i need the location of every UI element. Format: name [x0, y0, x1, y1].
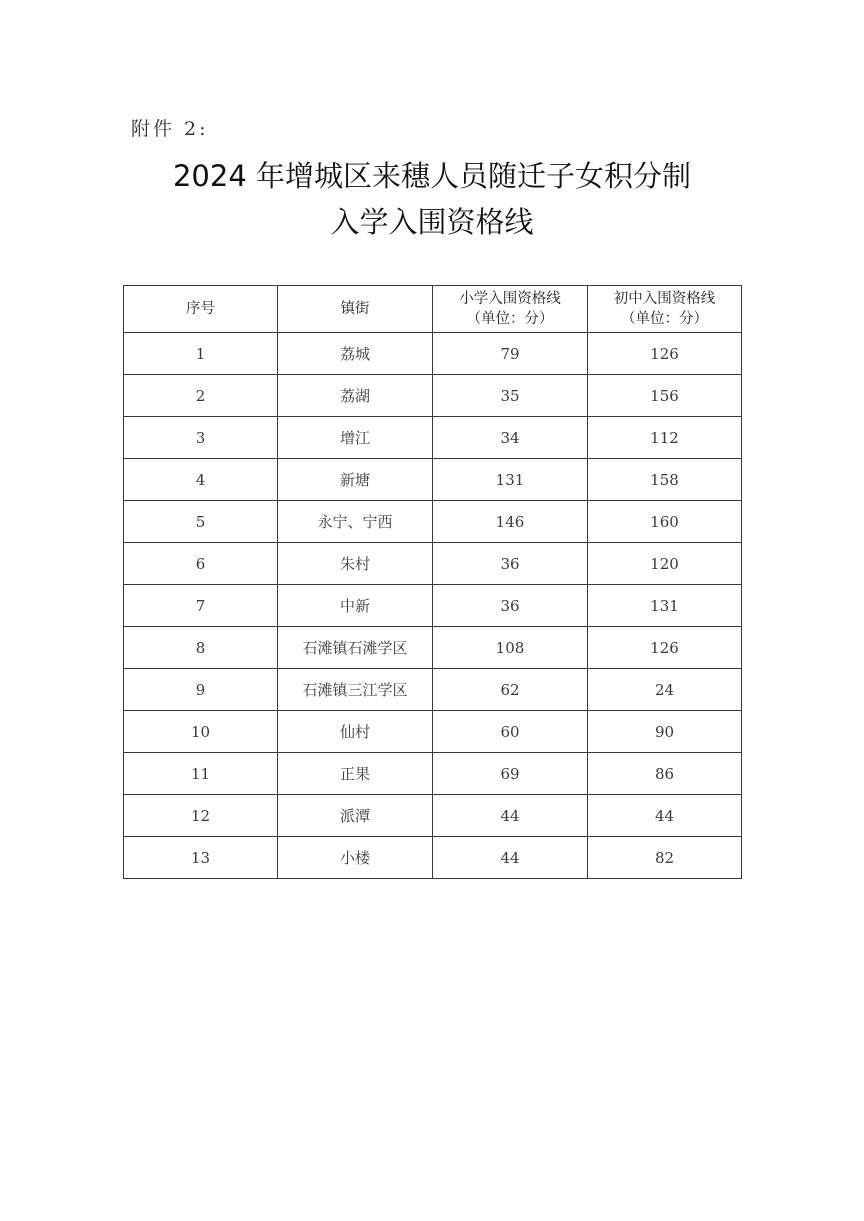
cell-town: 派潭	[278, 795, 433, 837]
cell-primary: 60	[433, 711, 588, 753]
attachment-label: 附件 2:	[131, 118, 209, 140]
header-junior-line	[588, 286, 742, 333]
cell-primary: 108	[433, 627, 588, 669]
header-town: 镇街	[278, 286, 433, 333]
cell-seq: 10	[124, 711, 278, 753]
table-row	[124, 459, 742, 501]
cell-junior: 86	[588, 753, 742, 795]
header-junior-unit: （单位：分）	[621, 311, 708, 327]
table-row	[124, 585, 742, 627]
table-row	[124, 795, 742, 837]
header-primary-line	[433, 286, 588, 333]
table-header-row	[124, 286, 742, 333]
table-row	[124, 501, 742, 543]
table-row	[124, 669, 742, 711]
cell-junior: 160	[588, 501, 742, 543]
admission-score-table	[123, 285, 742, 879]
cell-seq: 3	[124, 417, 278, 459]
cell-town: 中新	[278, 585, 433, 627]
cell-junior: 24	[588, 669, 742, 711]
header-primary-title: 小学入围资格线	[459, 291, 561, 307]
header-seq: 序号	[124, 286, 278, 333]
cell-town: 荔城	[278, 333, 433, 375]
cell-junior: 126	[588, 627, 742, 669]
table-row	[124, 543, 742, 585]
table-row	[124, 753, 742, 795]
cell-town: 小楼	[278, 837, 433, 879]
cell-town: 正果	[278, 753, 433, 795]
cell-primary: 34	[433, 417, 588, 459]
cell-primary: 36	[433, 543, 588, 585]
cell-seq: 8	[124, 627, 278, 669]
cell-seq: 11	[124, 753, 278, 795]
cell-seq: 12	[124, 795, 278, 837]
cell-primary: 35	[433, 375, 588, 417]
cell-town: 朱村	[278, 543, 433, 585]
cell-seq: 7	[124, 585, 278, 627]
cell-junior: 126	[588, 333, 742, 375]
table-row	[124, 417, 742, 459]
cell-primary: 44	[433, 837, 588, 879]
cell-seq: 13	[124, 837, 278, 879]
document-title-line-2: 入学入围资格线	[330, 205, 534, 239]
cell-junior: 120	[588, 543, 742, 585]
table-row	[124, 375, 742, 417]
cell-town: 石滩镇石滩学区	[278, 627, 433, 669]
cell-seq: 1	[124, 333, 278, 375]
cell-junior: 44	[588, 795, 742, 837]
cell-town: 增江	[278, 417, 433, 459]
cell-junior: 82	[588, 837, 742, 879]
cell-seq: 6	[124, 543, 278, 585]
table-row	[124, 837, 742, 879]
cell-seq: 5	[124, 501, 278, 543]
cell-junior: 112	[588, 417, 742, 459]
cell-primary: 146	[433, 501, 588, 543]
cell-seq: 2	[124, 375, 278, 417]
cell-town: 荔湖	[278, 375, 433, 417]
cell-town: 仙村	[278, 711, 433, 753]
cell-primary: 131	[433, 459, 588, 501]
header-primary-unit: （单位：分）	[466, 311, 554, 327]
cell-junior: 90	[588, 711, 742, 753]
cell-seq: 9	[124, 669, 278, 711]
cell-junior: 131	[588, 585, 742, 627]
cell-seq: 4	[124, 459, 278, 501]
cell-junior: 158	[588, 459, 742, 501]
cell-primary: 62	[433, 669, 588, 711]
table-row	[124, 333, 742, 375]
cell-town: 新塘	[278, 459, 433, 501]
cell-town: 永宁、宁西	[278, 501, 433, 543]
cell-town: 石滩镇三江学区	[278, 669, 433, 711]
cell-junior: 156	[588, 375, 742, 417]
header-junior-title: 初中入围资格线	[613, 291, 716, 307]
cell-primary: 44	[433, 795, 588, 837]
document-title-line-1: 2024 年增城区来穗人员随迁子女积分制	[172, 159, 692, 193]
table-row	[124, 627, 742, 669]
table-row	[124, 711, 742, 753]
cell-primary: 79	[433, 333, 588, 375]
cell-primary: 36	[433, 585, 588, 627]
cell-primary: 69	[433, 753, 588, 795]
table-body	[124, 333, 742, 879]
